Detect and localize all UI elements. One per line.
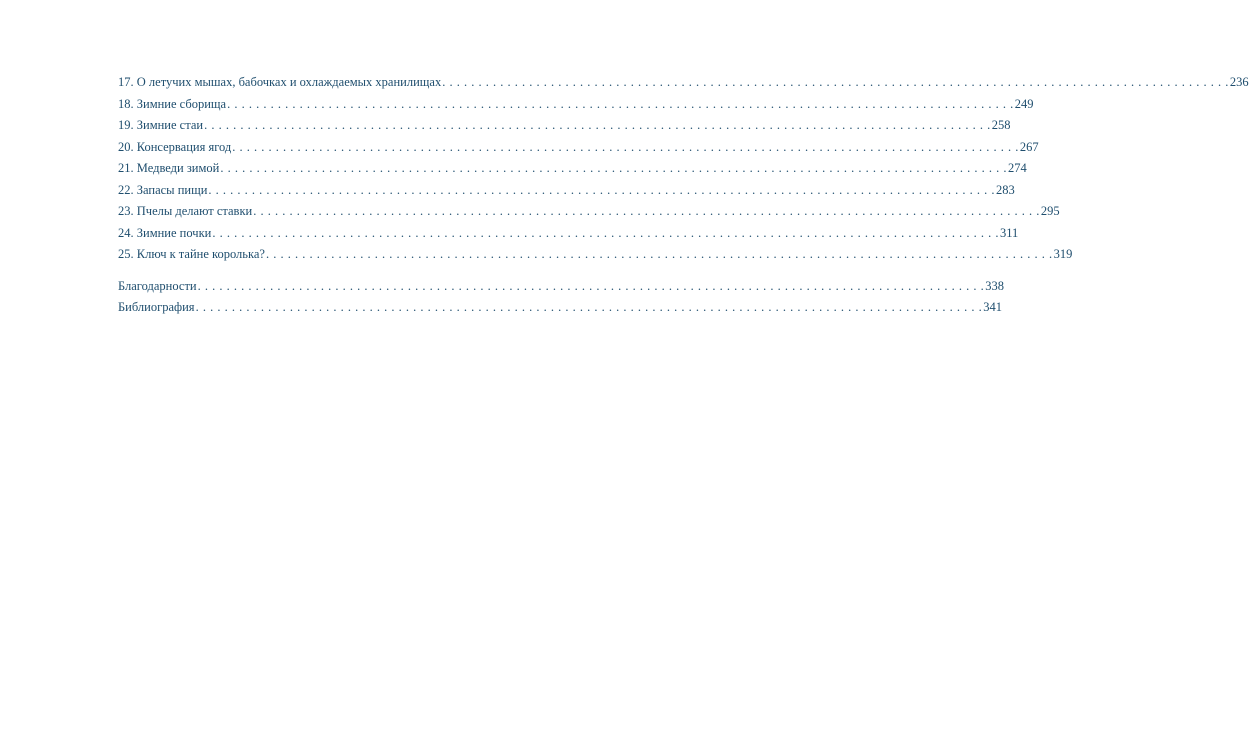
toc-leader-dots: . . . . . . . . . . . . . . . . . . . . . . . . . . . . . . . . . . . . . . . . . . . . . . . . . . . . . . . . . . . . . . . . . . . . . . . . . . . . . . . . . . . . . . . . . . . . . . . . . . . . . . . . . . . . .: [442, 75, 1229, 89]
toc-leader-dots: . . . . . . . . . . . . . . . . . . . . . . . . . . . . . . . . . . . . . . . . . . . . . . . . . . . . . . . . . . . . . . . . . . . . . . . . . . . . . . . . . . . . . . . . . . . . . . . . . . . . . . . . . . . . .: [253, 204, 1040, 218]
toc-entry[interactable]: [118, 223, 1019, 245]
toc-entry[interactable]: [118, 137, 1039, 159]
toc-leader-dots: . . . . . . . . . . . . . . . . . . . . . . . . . . . . . . . . . . . . . . . . . . . . . . . . . . . . . . . . . . . . . . . . . . . . . . . . . . . . . . . . . . . . . . . . . . . . . . . . . . . . . . . . . . . . .: [208, 182, 996, 197]
toc-entry-page-number: 258: [991, 118, 1011, 132]
toc-leader-dots: . . . . . . . . . . . . . . . . . . . . . . . . . . . . . . . . . . . . . . . . . . . . . . . . . . . . . . . . . . . . . . . . . . . . . . . . . . . . . . . . . . . . . . . . . . . . . . . . . . . . . . . . . . . . .: [195, 300, 983, 314]
toc-leader-dots: . . . . . . . . . . . . . . . . . . . . . . . . . . . . . . . . . . . . . . . . . . . . . . . . . . . . . . . . . . . . . . . . . . . . . . . . . . . . . . . . . . . . . . . . . . . . . . . . . . . . . . . . . . . . .: [220, 161, 1007, 175]
toc-leader-dots: . . . . . . . . . . . . . . . . . . . . . . . . . . . . . . . . . . . . . . . . . . . . . . . . . . . . . . . . . . . . . . . . . . . . . . . . . . . . . . . . . . . . . . . . . . . . . . . . . . . . . . . . . . . . .: [204, 118, 991, 132]
toc-entry-title: Благодарности: [118, 278, 197, 293]
toc-entry-page-number: 319: [1053, 247, 1073, 261]
toc-entry-title: 21. Медведи зимой: [118, 161, 220, 175]
toc-entry-title: 22. Запасы пищи: [118, 182, 208, 197]
toc-entry-page-number: 249: [1014, 96, 1034, 111]
toc-entry-page-number: 236: [1229, 75, 1249, 89]
toc-entry[interactable]: [118, 72, 1249, 94]
toc-leader-dots: . . . . . . . . . . . . . . . . . . . . . . . . . . . . . . . . . . . . . . . . . . . . . . . . . . . . . . . . . . . . . . . . . . . . . . . . . . . . . . . . . . . . . . . . . . . . . . . . . . . . . . . . . . . . .: [232, 139, 1019, 154]
toc-leader-dots: . . . . . . . . . . . . . . . . . . . . . . . . . . . . . . . . . . . . . . . . . . . . . . . . . . . . . . . . . . . . . . . . . . . . . . . . . . . . . . . . . . . . . . . . . . . . . . . . . . . . . . . . . . . . .: [212, 225, 999, 240]
toc-entry-title: 23. Пчелы делают ставки: [118, 204, 253, 218]
toc-entry-title: 19. Зимние стаи: [118, 118, 204, 132]
toc-entry-title: 25. Ключ к тайне королька?: [118, 247, 265, 261]
toc-entry-page-number: 338: [985, 278, 1004, 293]
toc-entry-page-number: 295: [1040, 204, 1060, 218]
toc-chapters: [118, 72, 1249, 266]
toc-entry-title: 18. Зимние сборища: [118, 96, 227, 111]
toc-entry-page-number: 341: [983, 300, 1002, 314]
toc-entry[interactable]: [118, 180, 1015, 202]
toc-entry[interactable]: [118, 244, 1073, 266]
toc-entry[interactable]: [118, 115, 1011, 137]
toc-entry[interactable]: [118, 297, 1002, 319]
toc-entry-title: Библиография: [118, 300, 195, 314]
toc-leader-dots: . . . . . . . . . . . . . . . . . . . . . . . . . . . . . . . . . . . . . . . . . . . . . . . . . . . . . . . . . . . . . . . . . . . . . . . . . . . . . . . . . . . . . . . . . . . . . . . . . . . . . . . . . . . . .: [197, 278, 985, 293]
toc-entry-title: 20. Консервация ягод: [118, 139, 232, 154]
toc-entry[interactable]: [118, 201, 1060, 223]
toc-entry-page-number: 274: [1007, 161, 1027, 175]
toc-entry-page-number: 283: [996, 182, 1015, 197]
toc-entry[interactable]: [118, 94, 1034, 116]
toc-entry[interactable]: [118, 158, 1027, 180]
toc-leader-dots: . . . . . . . . . . . . . . . . . . . . . . . . . . . . . . . . . . . . . . . . . . . . . . . . . . . . . . . . . . . . . . . . . . . . . . . . . . . . . . . . . . . . . . . . . . . . . . . . . . . . . . . . . . . . .: [265, 247, 1053, 261]
toc-entry-page-number: 267: [1019, 139, 1039, 154]
toc-entry[interactable]: [118, 276, 1004, 298]
toc-entry-title: 17. О летучих мышах, бабочках и охлаждаемых хранилищах: [118, 75, 442, 89]
toc-entry-page-number: 311: [999, 225, 1019, 240]
toc-back-matter: [118, 276, 1004, 319]
table-of-contents: [118, 72, 1249, 319]
toc-entry-title: 24. Зимние почки: [118, 225, 212, 240]
toc-leader-dots: . . . . . . . . . . . . . . . . . . . . . . . . . . . . . . . . . . . . . . . . . . . . . . . . . . . . . . . . . . . . . . . . . . . . . . . . . . . . . . . . . . . . . . . . . . . . . . . . . . . . . . . . . . . . .: [227, 96, 1014, 111]
